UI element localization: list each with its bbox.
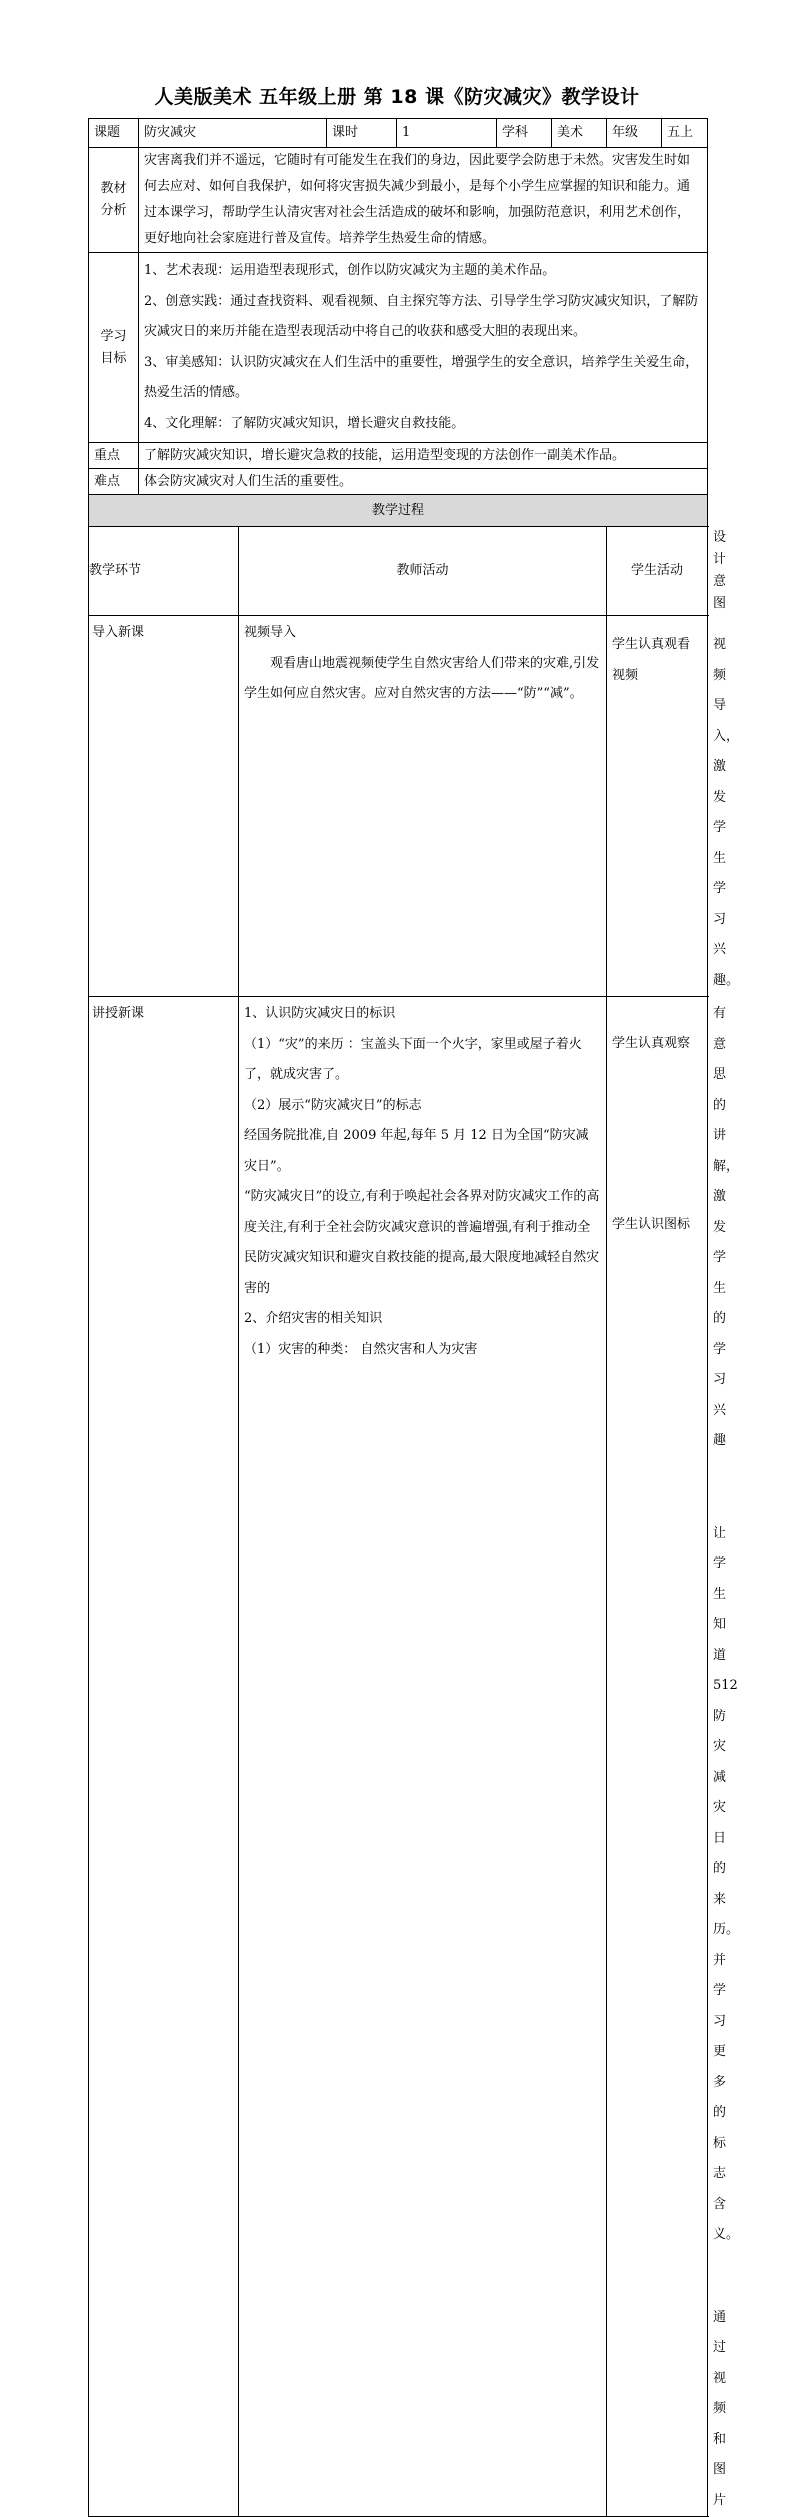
col-stage: 教学环节: [89, 527, 239, 616]
col-teacher: 教师活动: [239, 527, 607, 616]
process-header: 教学过程: [89, 495, 708, 527]
objectives-list: [139, 253, 708, 443]
lecture-teacher: 1、认识防灾减灾日的标识 （1）“灾”的来历 ：宝盖头下面一个火字，家里或屋子着火了，就成灾害了。 （2）展示“防灾减灾日”的标志 经国务院批准,自 2009 年起,每年 5 月 12 日为全国“防灾减灾日”。 “防灾减灾日”的设立,有利于唤起社会各界对防灾减灾工作的高度关注,有利于全社会防灾减灾意识的普遍增强,有利于推动全民防灾减灾知识和避灾自救技能的提高,最大限度地减轻自然灾害的 2、介绍灾害的相关知识 （1）灾害的种类： 自然灾害和人为灾害: [239, 997, 607, 2517]
lecture-row: 讲授新课 1、认识防灾减灾日的标识 （1）“灾”的来历 ：宝盖头下面一个火字，家里或屋子着火了，就成灾害了。 （2）展示“防灾减灾日”的标志 经国务院批准,自 2009 年起,每年 5 月 12 日为全国“防灾减灾日”。 “防灾减灾日”的设立,有利于唤起社会各界对防灾减灾工作的高度关注,有利于全社会防灾减灾意识的普遍增强,有利于推动全民防灾减灾知识和避灾自救技能的提高,最大限度地减轻自然灾害的 2、介绍灾害的相关知识 （1）灾害的种类： 自然灾害和人为灾害 学生认真观察 学生认识图标 有意思的讲解，激发学生的学习兴趣 让学生知道 512 防灾减灾日的来历。并学习更多的标志含义。 通过视频和图片: [89, 997, 708, 2517]
subject-value: 美术: [552, 119, 607, 148]
period-label: 课时: [327, 119, 397, 148]
grade-label: 年级: [607, 119, 662, 148]
info-row: [89, 119, 708, 148]
analysis-label: 教材 分析: [89, 148, 139, 253]
intro-stage: 导入新课: [89, 616, 239, 997]
lesson-label: 课题: [89, 119, 139, 148]
lecture-stage: 讲授新课: [89, 997, 239, 2517]
lesson-value: 防灾减灾: [139, 119, 327, 148]
analysis-row: [89, 148, 708, 253]
difficulty-label: 难点: [89, 469, 139, 495]
lesson-plan-table: [88, 118, 740, 2517]
objective-item: 2、创意实践：通过查找资料、观看视频、自主探究等方法、引导学生学习防灾减灾知识，了解防灾减灾日的来历并能在造型表现活动中将自己的收获和感受大胆的表现出来。: [144, 293, 699, 339]
difficulty-row: [89, 469, 708, 495]
analysis-text: 灾害离我们并不遥远，它随时有可能发生在我们的身边，因此要学会防患于未然。灾害发生时如何去应对、如何自我保护，如何将灾害损失减少到最小，是每个小学生应掌握的知识和能力。通过本课学习，帮助学生认清灾害对社会生活造成的破坏和影响，加强防范意识，利用艺术创作，更好地向社会家庭进行普及宣传。培养学生热爱生命的情感。: [139, 148, 708, 253]
objective-item: 4、文化理解：了解防灾减灾知识，增长避灾自救技能。: [144, 415, 465, 431]
intro-teacher: 视频导入 观看唐山地震视频使学生自然灾害给人们带来的灾难,引发学生如何应自然灾害。应对自然灾害的方法——“防”“减”。: [239, 616, 607, 997]
key-point-label: 重点: [89, 443, 139, 469]
objective-item: 3、审美感知：认识防灾减灾在人们生活中的重要性，增强学生的安全意识，培养学生关爱生命，热爱生活的情感。: [144, 354, 699, 400]
intro-student: 学生认真观看视频: [607, 616, 708, 997]
process-columns-row: 教学环节 教师活动 学生活动 设计意图: [89, 527, 708, 616]
objectives-row: [89, 253, 708, 443]
key-point-text: 了解防灾减灾知识，增长避灾急救的技能，运用造型变现的方法创作一副美术作品。: [139, 443, 708, 469]
lecture-student: 学生认真观察 学生认识图标: [607, 997, 708, 2517]
period-value: 1: [397, 119, 497, 148]
grade-value: 五上: [662, 119, 708, 148]
page-title: 人美版美术 五年级上册 第 18 课《防灾减灾》教学设计: [154, 86, 640, 108]
intro-row: 导入新课 视频导入 观看唐山地震视频使学生自然灾害给人们带来的灾难,引发学生如何应自然灾害。应对自然灾害的方法——“防”“减”。 学生认真观看视频 视频导入，激发学生学习兴趣。: [89, 616, 708, 997]
col-student: 学生活动: [607, 527, 708, 616]
process-header-row: [89, 495, 708, 527]
key-point-row: [89, 443, 708, 469]
objective-item: 1、艺术表现：运用造型表现形式，创作以防灾减灾为主题的美术作品。: [144, 263, 556, 278]
objectives-label: 学习 目标: [89, 253, 139, 443]
difficulty-text: 体会防灾减灾对人们生活的重要性。: [139, 469, 708, 495]
subject-label: 学科: [497, 119, 552, 148]
